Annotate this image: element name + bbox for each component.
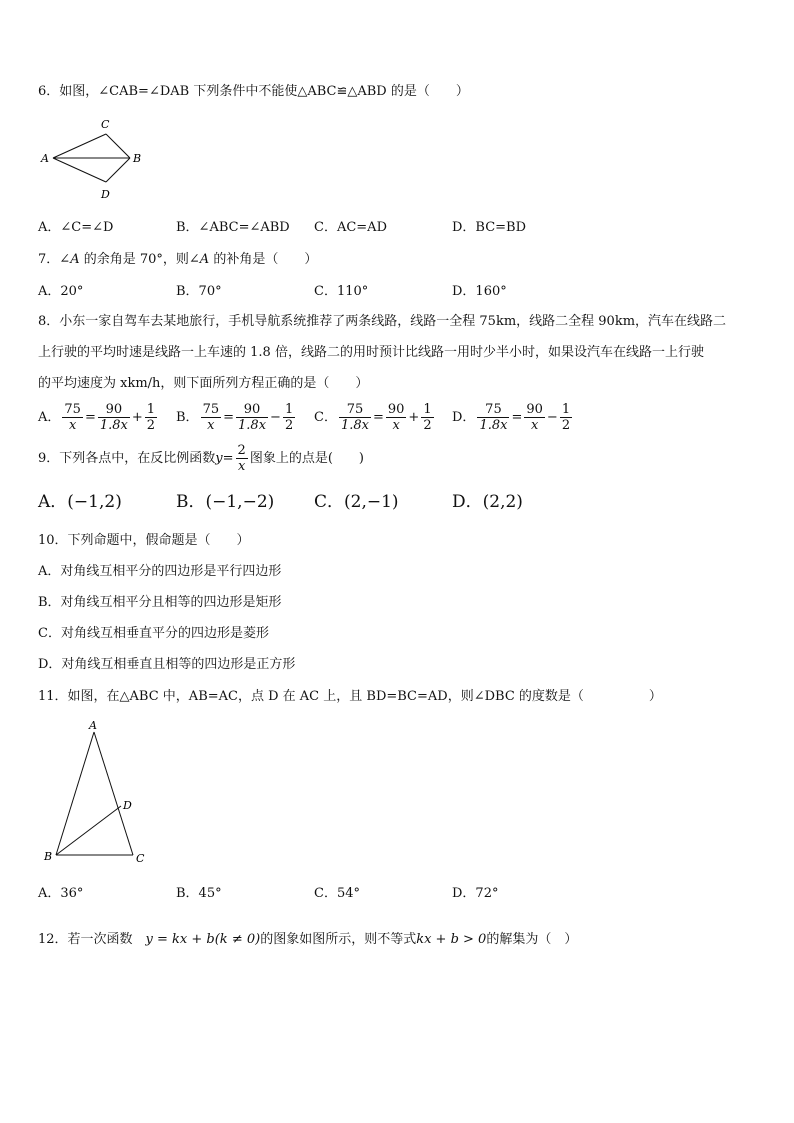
q6-option-c[interactable]: C．AC=AD bbox=[314, 220, 387, 235]
q9-func-y: y bbox=[215, 451, 223, 466]
q7-post: 的补角是（ ） bbox=[209, 252, 318, 267]
q7-angle-symbol: ∠ bbox=[59, 252, 71, 267]
q9-func-eq: = bbox=[222, 451, 234, 466]
q8-option-b[interactable]: B． $\frac{75}{x}$ = $\frac{90}{1.8x}$ − $\frac{1}{2}$ bbox=[176, 402, 294, 433]
q8-stem-line1: 8．小东一家自驾车去某地旅行，手机导航系统推荐了两条线路，线路一全程 75km，线路二全程 90km，汽车在线路二 bbox=[38, 314, 727, 329]
q6-segment-cb bbox=[106, 134, 130, 158]
q7-mid: 的余角是 70°，则 bbox=[79, 252, 189, 267]
q10-option-a[interactable]: A．对角线互相平分的四边形是平行四边形 bbox=[38, 564, 282, 579]
q8-option-a[interactable]: A． $\frac{75}{x}$ = $\frac{90}{1.8x}$ + $\frac{1}{2}$ bbox=[38, 402, 156, 433]
q11-label-a: A bbox=[89, 719, 97, 732]
q11-option-b[interactable]: B．45° bbox=[176, 886, 222, 901]
q11-segment-ab bbox=[56, 732, 94, 855]
q10-option-b[interactable]: B．对角线互相平分且相等的四边形是矩形 bbox=[38, 595, 282, 610]
q7-option-d[interactable]: D．160° bbox=[452, 284, 507, 299]
q10-option-d[interactable]: D．对角线互相垂直且相等的四边形是正方形 bbox=[38, 657, 296, 672]
q8-stem-line3: 的平均速度为 xkm/h，则下面所列方程正确的是（ ） bbox=[38, 376, 369, 391]
q9-func-num: 2 bbox=[237, 443, 246, 458]
q11-figure bbox=[38, 720, 153, 870]
q6-label-a: A bbox=[41, 152, 49, 165]
q10-stem: 10．下列命题中，假命题是（ ） bbox=[38, 533, 250, 548]
q11-label-c: C bbox=[136, 852, 145, 865]
q9-pre: 9．下列各点中，在反比例函数 bbox=[38, 451, 216, 466]
q12-stem bbox=[38, 931, 577, 949]
q6-option-b[interactable]: B．∠ABC=∠ABD bbox=[176, 220, 290, 235]
q7-var-2: A bbox=[199, 252, 210, 267]
q6-label-d: D bbox=[101, 188, 110, 201]
q11-stem: 11．如图，在△ABC 中，AB=AC，点 D 在 AC 上，且 BD=BC=AD，则∠DBC 的度数是（ ） bbox=[38, 689, 662, 704]
q8-option-d[interactable]: D． $\frac{75}{1.8x}$ = $\frac{90}{x}$ − $\frac{1}{2}$ bbox=[452, 402, 571, 433]
q7-option-c[interactable]: C．110° bbox=[314, 284, 369, 299]
q9-option-c[interactable]: C．(2,−1) bbox=[314, 492, 399, 512]
q10-option-c[interactable]: C．对角线互相垂直平分的四边形是菱形 bbox=[38, 626, 269, 641]
q6-label-c: C bbox=[101, 118, 110, 131]
q6-option-a[interactable]: A．∠C=∠D bbox=[38, 220, 114, 235]
q11-option-c[interactable]: C．54° bbox=[314, 886, 360, 901]
q6-segment-ac bbox=[53, 134, 106, 158]
q12-inequality: kx + b > 0 bbox=[416, 932, 487, 947]
q9-stem bbox=[38, 443, 364, 474]
q11-label-b: B bbox=[44, 850, 53, 863]
q6-segment-ad bbox=[53, 158, 106, 182]
q9-post: 图象上的点是( ) bbox=[249, 451, 364, 466]
q8-stem-line2: 上行驶的平均时速是线路一上车速的 1.8 倍，线路二的用时预计比线路一用时少半小时，如果设汽车在线路一上行驶 bbox=[38, 345, 704, 360]
q6-segment-db bbox=[106, 158, 130, 182]
q12-mid: 的图象如图所示，则不等式 bbox=[260, 932, 417, 947]
q7-angle-symbol-2: ∠ bbox=[188, 252, 200, 267]
q6-label-b: B bbox=[133, 152, 142, 165]
q7-stem bbox=[38, 251, 317, 269]
q7-var: A bbox=[70, 252, 80, 267]
q11-segment-bd bbox=[56, 806, 121, 855]
q6-option-d[interactable]: D．BC=BD bbox=[452, 220, 527, 235]
q11-segment-ac bbox=[94, 732, 133, 855]
q11-label-d: D bbox=[123, 799, 132, 812]
q12-post: 的解集为（ ） bbox=[486, 932, 578, 947]
q11-option-d[interactable]: D．72° bbox=[452, 886, 499, 901]
q6-stem: 6．如图，∠CAB=∠DAB 下列条件中不能使△ABC≌△ABD 的是（ ） bbox=[38, 84, 469, 99]
q12-pre: 12．若一次函数 bbox=[38, 932, 146, 947]
q9-option-d[interactable]: D．(2,2) bbox=[452, 492, 523, 512]
q11-option-a[interactable]: A．36° bbox=[38, 886, 84, 901]
q12-func: y = kx + b(k ≠ 0) bbox=[145, 932, 261, 947]
q6-figure bbox=[38, 118, 148, 203]
q7-number: 7． bbox=[38, 252, 60, 267]
q7-option-b[interactable]: B．70° bbox=[176, 284, 222, 299]
q9-option-b[interactable]: B．(−1,−2) bbox=[176, 492, 275, 512]
q8-option-c[interactable]: C． $\frac{75}{1.8x}$ = $\frac{90}{x}$ + $\frac{1}{2}$ bbox=[314, 402, 432, 433]
q9-option-a[interactable]: A．(−1,2) bbox=[38, 492, 122, 512]
q9-func-den: x bbox=[238, 459, 246, 474]
q7-option-a[interactable]: A．20° bbox=[38, 284, 84, 299]
